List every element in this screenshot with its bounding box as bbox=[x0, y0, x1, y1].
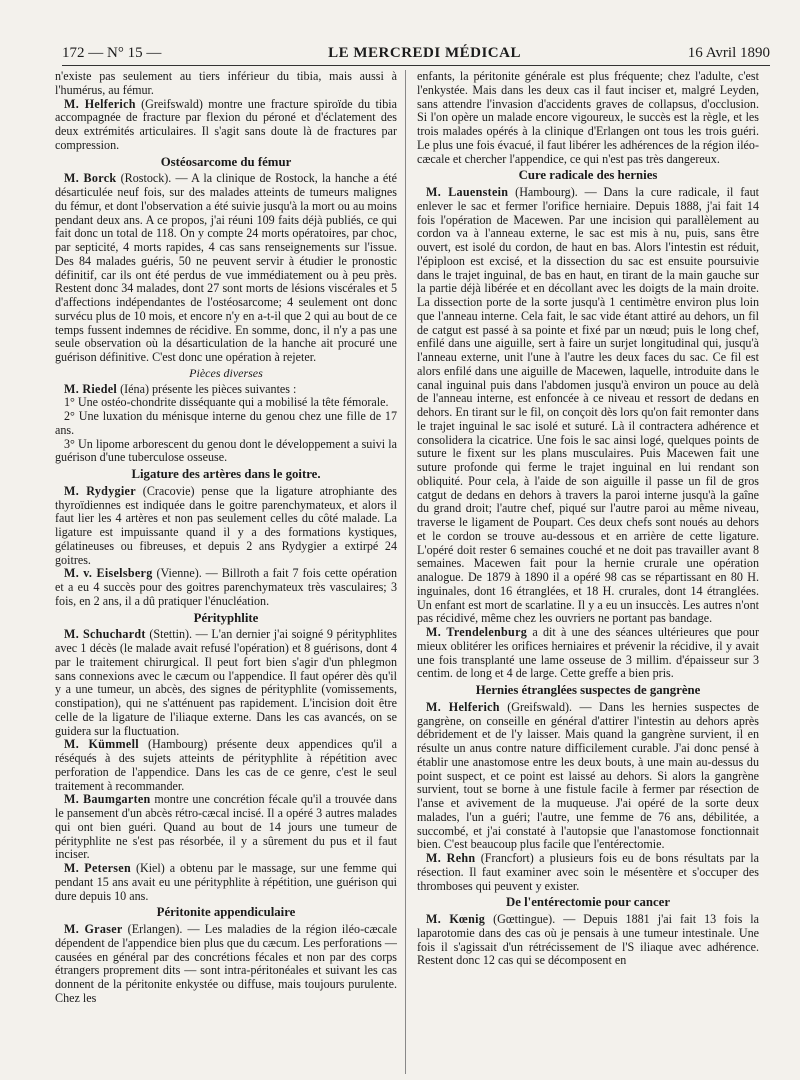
paragraph-rydygier bbox=[55, 485, 397, 568]
paragraph-text: (Stettin). — L'an dernier j'ai soigné 9 pérityphlites avec 1 décès (le malade avait refusé l'opération) et 8 guérisons, dont 4 par le traitement chirurgical. Il peut fort bien s'agir d'un phlegmon sans connexions avec le cæcum ou l'appendice. Il faut opérer dès qu'il y a une tumeur, un abcès, des signes de pérityphlite (vomissements, constipation), qui ne s'atténuent pas rapidement. L'incision doit être celle de la ligature de l'iliaque externe. Dans les cas avancés, on se guidera sur la fluctuation. bbox=[55, 627, 397, 738]
list-item: 3° Un lipome arborescent du genou dont le développement a suivi la guérison d'une tuberculose osseuse. bbox=[55, 436, 397, 465]
author-name: M. Rydygier bbox=[64, 483, 136, 498]
paragraph-text: (Greifswald) montre une fracture spiroïde du tibia accompagnée de fracture par flexion du péroné et d'éclatement des deux extrémités articulaires. Il s'agit sans doute là de fractures par compression. bbox=[55, 96, 397, 152]
issue-date: 16 Avril 1890 bbox=[687, 45, 770, 61]
author-name: M. Borck bbox=[64, 171, 117, 186]
list-item: 1° Une ostéo-chondrite disséquante qui a mobilisé la tête fémorale. bbox=[64, 395, 389, 410]
section-heading: Cure radicale des hernies bbox=[518, 168, 658, 183]
paragraph-text: (Greifswald). — Dans les hernies suspectes de gangrène, on conseille en général d'attirer l'intestin au dehors après débridement et de l'y laisser. Mais quand la gangrène survient, il en résulte un anus contre nature difficilement curable. J'ai donc pensé à établir une anastomose entre les deux bouts, à une main au-dessus du point suspect, et ce point est laissé au dehors. Si alors la gangrène survient, tout se borne à une fistule facile à fermer par résection de l'anse et avivement de la muqueuse. J'ai opéré de la sorte deux malades, l'un a guéri; l'autre, une femme de 76 ans, débilitée, a succombé, et j'ai constaté à l'autopsie que l'anastomose fonctionnait bien. C'est beaucoup plus facile que l'entérectomie. bbox=[417, 699, 759, 852]
paragraph-text: (Francfort) a plusieurs fois eu de bons résultats par la résection. Il faut examiner avec soin le mésentère et s'occuper des thromboses qui peuvent y exister. bbox=[417, 851, 759, 893]
paragraph-text: (Erlangen). — Les maladies de la région iléo-cæcale dépendent de l'appendice bien plus que du cæcum. Les perforations — causées en général par des concrétions fécales et non par des corps étrangers proprement dits — sont intra-péritonéales et suivant les cas donnent de la péritonite enkystée ou diffuse, mais toujours purulente. Chez les bbox=[55, 922, 397, 1005]
author-name: M. Schuchardt bbox=[64, 627, 146, 642]
paragraph-eiselsberg bbox=[55, 567, 397, 608]
paragraph: n'existe pas seulement au tiers inférieur du tibia, mais aussi à l'humérus, au fémur. bbox=[55, 70, 397, 97]
paragraph: enfants, la péritonite générale est plus fréquente; chez l'adulte, c'est l'enkystée. Mais dans les deux cas il faut inciser et, malgré Leyden, sans attendre l'invasion d'accidents graves de collapsus, d'occlusion. Si l'on opère un malade encore vigoureux, le succès est la règle, et les trois malades opérés à la clinique d'Erlangen ont tous les trois guéri. Le plus une fois évacué, il faut libérer les adhérences de la région iléo-cæcale et chercher l'appendice, ce qui n'est pas très dangereux. bbox=[417, 70, 759, 166]
paragraph-text: a dit à une des séances ultérieures que pour mieux oblitérer les orifices herniaires et prévenir la récidive, il y avait une fois transplanté une lame osseuse de 3 millim. d'épaisseur sur 3 centim. de long et 4 de large. Cette greffe a bien pris. bbox=[417, 625, 759, 681]
paragraph-graser bbox=[55, 923, 397, 1006]
subsection-heading: Pièces diverses bbox=[189, 365, 263, 380]
author-name: M. v. Eiselsberg bbox=[64, 566, 153, 581]
section-heading: Pérityphlite bbox=[193, 610, 259, 625]
section-heading: Ostéosarcome du fémur bbox=[160, 154, 292, 169]
paragraph-kummell bbox=[55, 738, 397, 793]
paragraph-lauenstein bbox=[417, 186, 759, 626]
paragraph-borck bbox=[55, 172, 397, 365]
paragraph-text: (Iéna) présente les pièces suivantes : bbox=[117, 381, 297, 396]
section-heading: De l'entérectomie pour cancer bbox=[505, 895, 671, 910]
author-name: M. Kœnig bbox=[426, 912, 486, 926]
author-name: M. Trendelenburg bbox=[426, 625, 528, 639]
author-name: M. Graser bbox=[64, 922, 123, 936]
author-name: M. Helferich bbox=[426, 699, 500, 714]
page-header bbox=[62, 40, 770, 66]
left-column bbox=[55, 70, 397, 1074]
paragraph-text: (Rostock). — A la clinique de Rostock, la hanche a été désarticulée neuf fois, sur des malades atteints de tumeurs malignes du fémur, et dont l'observation a été suivie jusqu'à la mort ou au moins pendant deux ans. A ce propos, j'ai réuni 109 faits déjà publiés, ce qui fait donc un total de 118. On y compte 24 morts opératoires, par choc, par septicité, 4 morts rapides, 4 cas sans renseignements sur l'issue. Des 84 malades guéris, 50 ne peuvent servir à étudier le pronostic définitif, car ils ont été perdus de vue immédiatement ou à peu près. Restent donc 34 malades, dont 27 sont morts de lésions viscérales et 5 d'affections indépendantes de l'ostéosarcome; 4 seulement ont donc survécu plus de 10 mois, et encore n'y en a-t-il que 2 qui au bout de ce temps fussent indemnes de récidive. En somme, donc, il n'y a pas une seule observation où la désarticulation de la hanche ait procuré une guérison définitive. C'est donc une opération à rejeter. bbox=[55, 171, 397, 364]
paragraph-petersen bbox=[55, 862, 397, 903]
author-name: M. Riedel bbox=[64, 381, 118, 396]
paragraph-text: (Gœttingue). — Depuis 1881 j'ai fait 13 fois la laparotomie dans des cas où je pensais à une tumeur intestinale. Une fois il s'agissait d'un rétrécissement de l'S iliaque avec adhérence. Restent donc 12 cas qui se décomposent en bbox=[417, 912, 759, 968]
paragraph-text: montre une concrétion fécale qu'il a trouvée dans le pansement d'un abcès rétro-cæcal incisé. Il a opéré 3 autres malades qui ont bien guéri. Quand au bout de 14 jours une tumeur de pérityphlite ne s'est pas résorbée, il y a sûrement du pus et il faut inciser. bbox=[55, 792, 397, 862]
column-divider bbox=[405, 70, 406, 1074]
author-name: M. Kümmell bbox=[64, 737, 139, 752]
paragraph-baumgarten bbox=[55, 793, 397, 862]
paragraph-schuchardt bbox=[55, 628, 397, 738]
author-name: M. Rehn bbox=[426, 851, 476, 865]
section-heading: Ligature des artères dans le goitre. bbox=[131, 467, 321, 481]
paragraph-riedel bbox=[55, 383, 397, 397]
author-name: M. Petersen bbox=[64, 861, 131, 875]
paragraph-text: (Hambourg) présente deux appendices qu'il a réséqués à des sujets atteints de pérityphlite à répétition avec perforation de l'appendice. Dans les cas de ce genre, c'est le seul traitement à recommander. bbox=[55, 737, 397, 793]
page-number: 172 — N° 15 — bbox=[62, 45, 162, 61]
paragraph-text: (Kiel) a obtenu par le massage, sur une femme qui pendant 15 ans avait eu une pérityphlite à répétition, une guérison qui dure depuis 10 ans. bbox=[55, 861, 397, 903]
author-name: M. Helferich bbox=[64, 96, 136, 111]
journal-title: LE MERCREDI MÉDICAL bbox=[328, 45, 521, 61]
author-name: M. Baumgarten bbox=[64, 792, 151, 807]
author-name: M. Lauenstein bbox=[426, 185, 509, 199]
list-item: 2° Une luxation du ménisque interne du genou chez une fille de 17 ans. bbox=[55, 409, 397, 437]
paragraph-text: (Vienne). — Billroth a fait 7 fois cette opération et a eu 4 succès pour des goitres parenchymateux très vasculaires; 3 fois, en 2 ans, il a dû pratiquer l'énucléation. bbox=[55, 566, 397, 608]
paragraph-text: (Cracovie) pense que la ligature atrophiante des thyroïdiennes est indiquée dans le goitre parenchymateux, et alors il faut lier les 4 artères et non pas seulement celles du côté malade. La ligature est impuissante quand il y a des formations kystiques, gélatineuses ou fibreuses, et depuis 2 ans Rydygier a extirpé 24 goitres. bbox=[55, 483, 397, 567]
paragraph-trendelenburg bbox=[417, 626, 759, 681]
section-heading: Hernies étranglées suspectes de gangrène bbox=[475, 683, 701, 697]
paragraph-helferich bbox=[55, 98, 397, 153]
right-column bbox=[417, 70, 759, 1074]
paragraph-koenig bbox=[417, 913, 759, 968]
section-heading: Péritonite appendiculaire bbox=[156, 905, 296, 920]
paragraph-rehn bbox=[417, 852, 759, 893]
paragraph-text: (Hambourg). — Dans la cure radicale, il faut enlever le sac et fermer l'orifice herniaire. Depuis 1888, j'ai fait 14 fois l'opération de Macewen. Par une incision qui parallèlement au cordon va à l'anneau externe, le sac est mis à nu, puis, sans être ouvert, est isolé du cordon, de haut en bas. Alors l'intestin est réduit, l'épiploon est excisé, et la dissection du sac est ensuite poursuivie dans le trajet inguinal, de bas en haut, en tirant de la main gauche sur la partie déjà libérée et en décollant avec les doigts de la main droite. La dissection porte de la sorte jusqu'à 1 centimètre environ plus loin que l'anneau interne. Cela fait, le sac vide étant attiré au dehors, un fil de catgut est passé à sa pointe et fixé par un nœud; puis le long chef, enfilé dans une aiguille, sert à faire un surjet longitudinal qui, jusqu'à l'anneau externe, unit l'une à l'autre les deux faces du sac. Ce fil est alors enfilé dans une aiguille de Macewen, laquelle, introduite dans le canal inguinal puis dans l'abdomen jusqu'à environ un pouce au delà de l'anneau interne, est enfoncée à ce niveau et ressort de dedans en dehors. En tirant sur le fil, on conçoit dès lors qu'on fait remonter dans le trajet inguinal le sac isolé et suturé. Là il contractera adhérence et consolidera la cicatrice. Une fois le sac ainsi logé, quelques points de suture le fixent sur les plans musculaires. Puis Macewen fait une suture profonde qui ferme le trajet inguinal en lui rendant son obliquité. Pour cela, à l'aide de son aiguille il passe un fil de gros catgut de dedans en dehors à travers la paroi interne jusqu'à la gaîne du grand droit; l'autre chef, piqué sur l'autre paroi au même niveau, traverse le ligament de Poupart. Ces deux chefs sont noués au dehors et le cordon se trouve au-dessous et en arrière de cette ligature. L'opéré doit rester 6 semaines couché et ne doit pas travailler avant 8 semaines. Macewen fait pour la hernie crurale une opération analogue. De 1879 à 1890 il a opéré 98 cas se répartissant en 80 H. inguinales, dont 16 étranglées, et 18 H. crurales, dont 14 étranglées. Un enfant est mort de scarlatine. Il y a eu un insuccès. Les autres n'ont pas récidivé, même chez les ouvriers ne portant pas bandage. bbox=[417, 185, 759, 626]
paragraph-helferich bbox=[417, 701, 759, 852]
